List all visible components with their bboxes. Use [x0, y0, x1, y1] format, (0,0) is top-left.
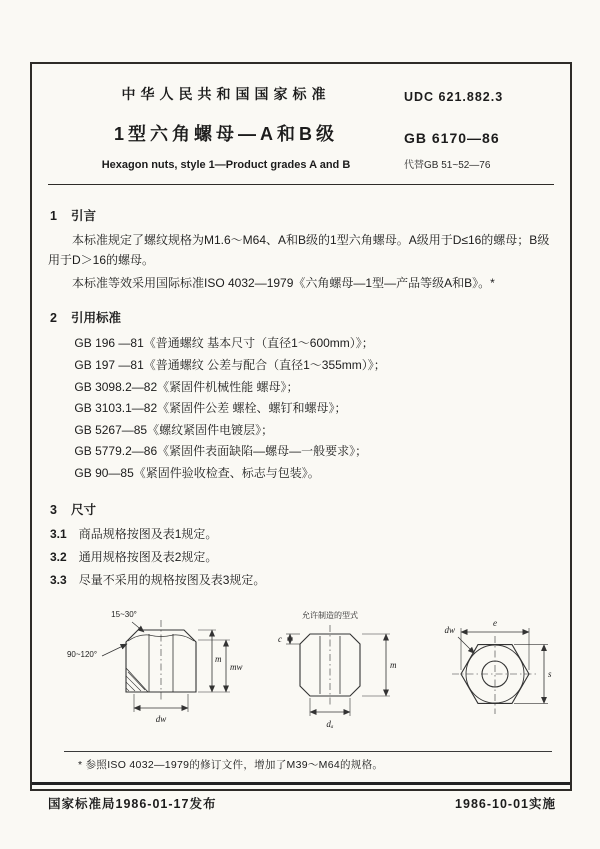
- footer-row: [32, 785, 570, 822]
- clause-number: 3.3: [50, 572, 67, 587]
- clause-text: 商品规格按图及表1规定。: [78, 526, 218, 541]
- standard-org-title: 中华人民共和国国家标准: [121, 86, 331, 102]
- section-heading: [50, 500, 554, 518]
- dim-label-s: s: [548, 668, 552, 679]
- section-heading: [50, 308, 554, 326]
- clause-text: 通用规格按图及表2规定。: [78, 549, 218, 564]
- figure-alt-form: [286, 625, 390, 716]
- standard-title: 1型六角螺母—A和B级: [113, 124, 338, 144]
- reference-item: GB 3103.1—82《紧固件公差 螺栓、螺钉和螺母》；: [74, 401, 347, 416]
- angle-label-top: 15~30°: [111, 609, 137, 619]
- header-row-1: [48, 84, 554, 104]
- effective-date-text: 1986-10-01实施: [455, 796, 556, 811]
- paragraph: 本标准规定了螺纹规格为M1.6～M64、A和B级的1型六角螺母。A级用于D≤16的螺母；B级用于D＞16的螺母。: [48, 233, 550, 267]
- paragraph: 本标准等效采用国际标准ISO 4032—1979《六角螺母—1型—产品等级A和B》。*: [72, 275, 495, 290]
- reference-item: GB 5779.2—86《紧固件表面缺陷—螺母—一般要求》；: [74, 444, 368, 459]
- figure-alt-form-labels: [278, 610, 397, 729]
- document-footer: [32, 782, 570, 822]
- clause-number: 3.1: [50, 526, 67, 541]
- figure-top-view-labels: [444, 618, 552, 679]
- reference-item: GB 197 —81《普通螺纹 公差与配合（直径1～355mm）》；: [74, 357, 386, 372]
- issued-by-text: 国家标准局1986-01-17发布: [48, 796, 217, 811]
- section-title: 引言: [70, 209, 96, 223]
- clause-item: [50, 571, 554, 588]
- standard-title-english: Hexagon nuts, style 1—Product grades A and B: [101, 159, 351, 171]
- figure-side-view-labels: [67, 610, 243, 724]
- reference-list: [74, 333, 554, 484]
- figure-top-view: [452, 628, 548, 714]
- dim-label-c: c: [278, 633, 282, 644]
- document-body: [48, 191, 554, 751]
- figure-side-view: [102, 620, 230, 712]
- section-number: 3: [50, 502, 57, 517]
- reference-item: GB 90—85《紧固件验收检查、标志与包装》。: [74, 465, 320, 480]
- footnote-area: [48, 751, 554, 782]
- dim-label-da: dₐ: [326, 718, 334, 729]
- dim-label-dw: dw: [155, 713, 167, 724]
- standard-code: GB 6170—86: [404, 130, 500, 146]
- reference-item: GB 196 —81《普通螺纹 基本尺寸（直径1～600mm）》；: [74, 336, 374, 351]
- clause-item: [50, 525, 554, 542]
- figure-area: [48, 600, 554, 751]
- alt-form-caption: 允许制造的型式: [302, 610, 358, 620]
- udc-number: UDC 621.882.3: [404, 90, 504, 104]
- section-title: 引用标准: [70, 311, 121, 326]
- section-title: 尺寸: [70, 502, 96, 517]
- clause-number: 3.2: [50, 549, 67, 564]
- reference-item: GB 3098.2—82《紧固件机械性能 螺母》；: [74, 379, 299, 394]
- dim-label-dw2: dw: [444, 624, 455, 635]
- dim-label-m: m: [215, 653, 222, 664]
- clause-item: [50, 548, 554, 565]
- footnote-divider: [64, 751, 552, 752]
- dim-label-mw: mw: [230, 661, 243, 672]
- header-divider: [48, 184, 554, 185]
- angle-label-left: 90~120°: [66, 649, 98, 659]
- hex-nut-technical-drawing: [48, 600, 588, 748]
- replaces-note: 代替GB 51~52—76: [404, 160, 491, 171]
- reference-item: GB 5267—85《螺纹紧固件电镀层》；: [74, 422, 274, 437]
- section-dimensions: [48, 500, 554, 588]
- section-number: 2: [50, 311, 57, 326]
- header-row-3: [48, 156, 554, 171]
- dim-label-e: e: [493, 617, 497, 628]
- section-references: [48, 308, 554, 484]
- footnote-text: * 参照ISO 4032—1979的修订文件，增加了M39～M64的规格。: [78, 758, 384, 771]
- section-heading: [50, 206, 554, 224]
- section-number: 1: [50, 209, 57, 223]
- section-introduction: [48, 206, 554, 293]
- dim-label-m2: m: [390, 659, 397, 670]
- clause-text: 尽量不采用的规格按图及表3规定。: [78, 572, 266, 587]
- page-border-frame: [30, 62, 572, 811]
- header-row-2: [48, 120, 554, 146]
- document-header: [48, 64, 554, 185]
